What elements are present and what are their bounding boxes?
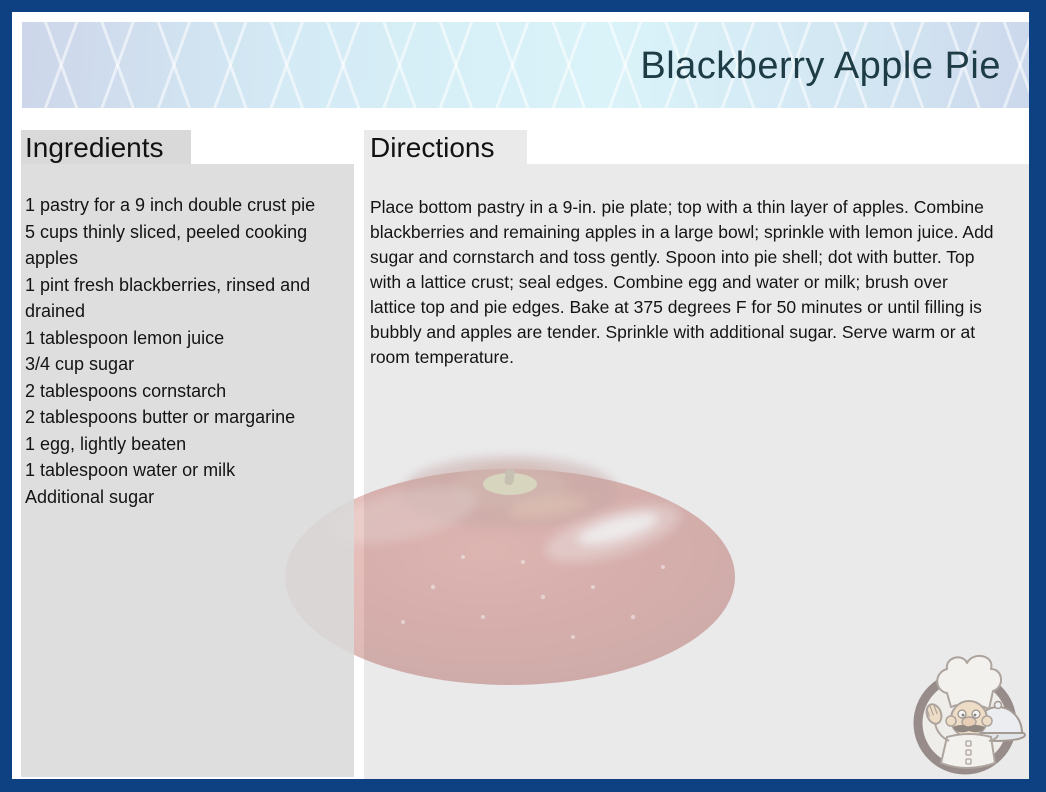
- ingredient-item: 5 cups thinly sliced, peeled cooking apples: [25, 221, 308, 268]
- ingredient-item: 3/4 cup sugar: [25, 354, 135, 374]
- ingredient-item: 1 egg, lightly beaten: [25, 433, 187, 454]
- ingredient-item: 1 pint fresh blackberries, rinsed and drained: [25, 274, 311, 321]
- ingredient-item: Additional sugar: [25, 486, 155, 507]
- recipe-title: Blackberry Apple Pie: [640, 45, 1001, 87]
- ingredients-heading: Ingredients: [21, 130, 191, 164]
- ingredient-item: 2 tablespoons butter or margarine: [25, 407, 296, 427]
- ingredient-item: 2 tablespoons cornstarch: [25, 380, 227, 401]
- title-banner: [22, 22, 1029, 108]
- ingredients-list: [25, 192, 351, 510]
- ingredient-item: 1 tablespoon lemon juice: [25, 327, 225, 348]
- directions-panel: [364, 164, 1029, 779]
- directions-text: Place bottom pastry in a 9-in. pie plate; top with a thin layer of apples. Combine blackberries and remaining apples in a large bowl; sprinkle with lemon juice. Add sugar and cornstarch and toss gently. Spoon into pie shell; dot with butter. Top with a lattice crust; seal edges. Combine egg and water or milk; brush over lattice top and pie edges. Bake at 375 degrees F for 50 minutes or until filling is bubbly and apples are tender. Sprinkle with additional sugar. Serve warm or at room temperature.: [370, 197, 994, 367]
- ingredient-item: 1 tablespoon water or milk: [25, 460, 236, 480]
- ingredients-panel: [21, 164, 354, 777]
- directions-heading: Directions: [364, 130, 527, 164]
- ingredient-item: 1 pastry for a 9 inch double crust pie: [25, 195, 316, 215]
